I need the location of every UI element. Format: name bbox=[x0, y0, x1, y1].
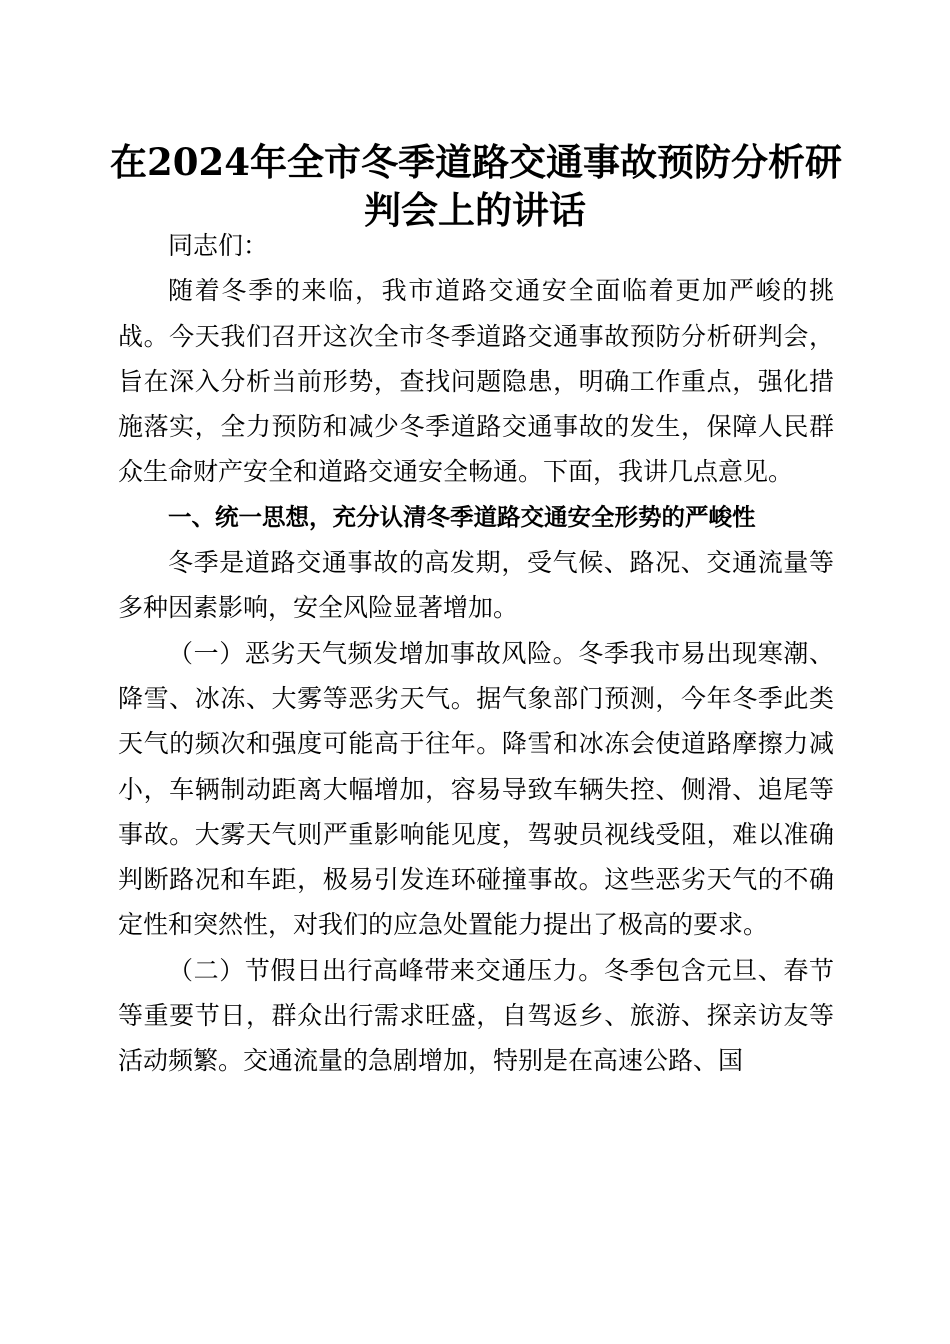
section-1-intro: 冬季是道路交通事故的高发期，受气候、路况、交通流量等多种因素影响，安全风险显著增加。 bbox=[118, 548, 834, 623]
section-1-heading: 一、统一思想，充分认清冬季道路交通安全形势的严峻性 bbox=[168, 502, 756, 531]
document-body bbox=[118, 223, 834, 1084]
subsection-1-paragraph: （一）恶劣天气频发增加事故风险。冬季我市易出现寒潮、降雪、冰冻、大雾等恶劣天气。据气象部门预测，今年冬季此类天气的频次和强度可能高于往年。降雪和冰冻会使道路摩擦力减小，车辆制动距离大幅增加，容易导致车辆失控、侧滑、追尾等事故。大雾天气则严重影响能见度，驾驶员视线受阻，难以准确判断路况和车距，极易引发连环碰撞事故。这些恶劣天气的不确定性和突然性，对我们的应急处置能力提出了极高的要求。 bbox=[118, 638, 834, 940]
document-title bbox=[110, 138, 840, 234]
salutation: 同志们： bbox=[168, 231, 269, 260]
title-line-2: 判会上的讲话 bbox=[364, 188, 586, 232]
title-line-1: 在2024年全市冬季道路交通事故预防分析研 bbox=[110, 140, 842, 184]
subsection-2-paragraph: （二）节假日出行高峰带来交通压力。冬季包含元旦、春节等重要节日，群众出行需求旺盛，自驾返乡、旅游、探亲访友等活动频繁。交通流量的急剧增加，特别是在高速公路、国 bbox=[118, 955, 834, 1076]
intro-paragraph: 随着冬季的来临，我市道路交通安全面临着更加严峻的挑战。今天我们召开这次全市冬季道路交通事故预防分析研判会，旨在深入分析当前形势，查找问题隐患，明确工作重点，强化措施落实，全力预防和减少冬季道路交通事故的发生，保障人民群众生命财产安全和道路交通安全畅通。下面，我讲几点意见。 bbox=[118, 276, 834, 487]
